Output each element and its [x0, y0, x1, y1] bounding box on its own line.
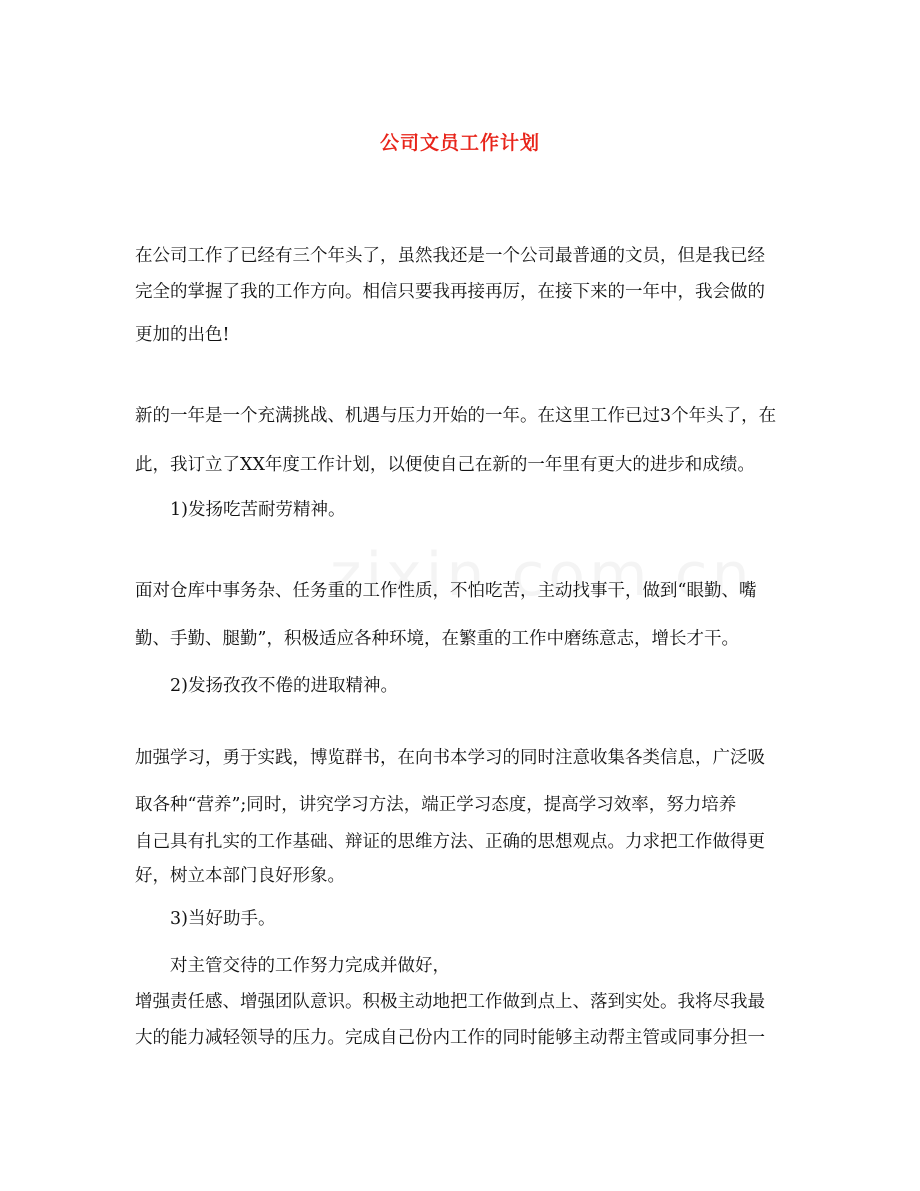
body-line: 自己具有扎实的工作基础、辩证的思维方法、正确的思想观点。力求把工作做得更	[135, 832, 765, 852]
body-line: 对主管交待的工作努力完成并做好，	[170, 956, 450, 976]
body-line: 在公司工作了已经有三个年头了，虽然我还是一个公司最普通的文员，但是我已经	[135, 246, 765, 266]
body-line: 增强责任感、增强团队意识。积极主动地把工作做到点上、落到实处。我将尽我最	[135, 992, 765, 1012]
body-line: 取各种“营养”;同时，讲究学习方法，端正学习态度，提高学习效率，努力培养	[135, 795, 737, 815]
body-line: 勤、手勤、腿勤”，积极适应各种环境，在繁重的工作中磨练意志，增长才干。	[135, 629, 739, 649]
body-line: 新的一年是一个充满挑战、机遇与压力开始的一年。在这里工作已过3个年头了，在	[135, 406, 777, 426]
body-line: 大的能力减轻领导的压力。完成自己份内工作的同时能够主动帮主管或同事分担一	[135, 1028, 765, 1048]
body-line: 加强学习，勇于实践，博览群书，在向书本学习的同时注意收集各类信息，广泛吸	[135, 748, 765, 768]
body-line: 此，我订立了XX年度工作计划，以便使自己在新的一年里有更大的进步和成绩。	[135, 455, 755, 475]
document-title: 公司文员工作计划	[379, 132, 540, 154]
body-line: 完全的掌握了我的工作方向。相信只要我再接再厉，在接下来的一年中，我会做的	[135, 282, 765, 302]
body-line: 好，树立本部门良好形象。	[135, 866, 345, 886]
section-heading: 1)发扬吃苦耐劳精神。	[170, 500, 346, 520]
body-line: 面对仓库中事务杂、任务重的工作性质，不怕吃苦，主动找事干，做到“眼勤、嘴	[135, 581, 757, 601]
body-line: 更加的出色!	[135, 325, 230, 345]
section-heading: 3)当好助手。	[170, 909, 276, 929]
section-heading: 2)发扬孜孜不倦的进取精神。	[170, 676, 398, 696]
